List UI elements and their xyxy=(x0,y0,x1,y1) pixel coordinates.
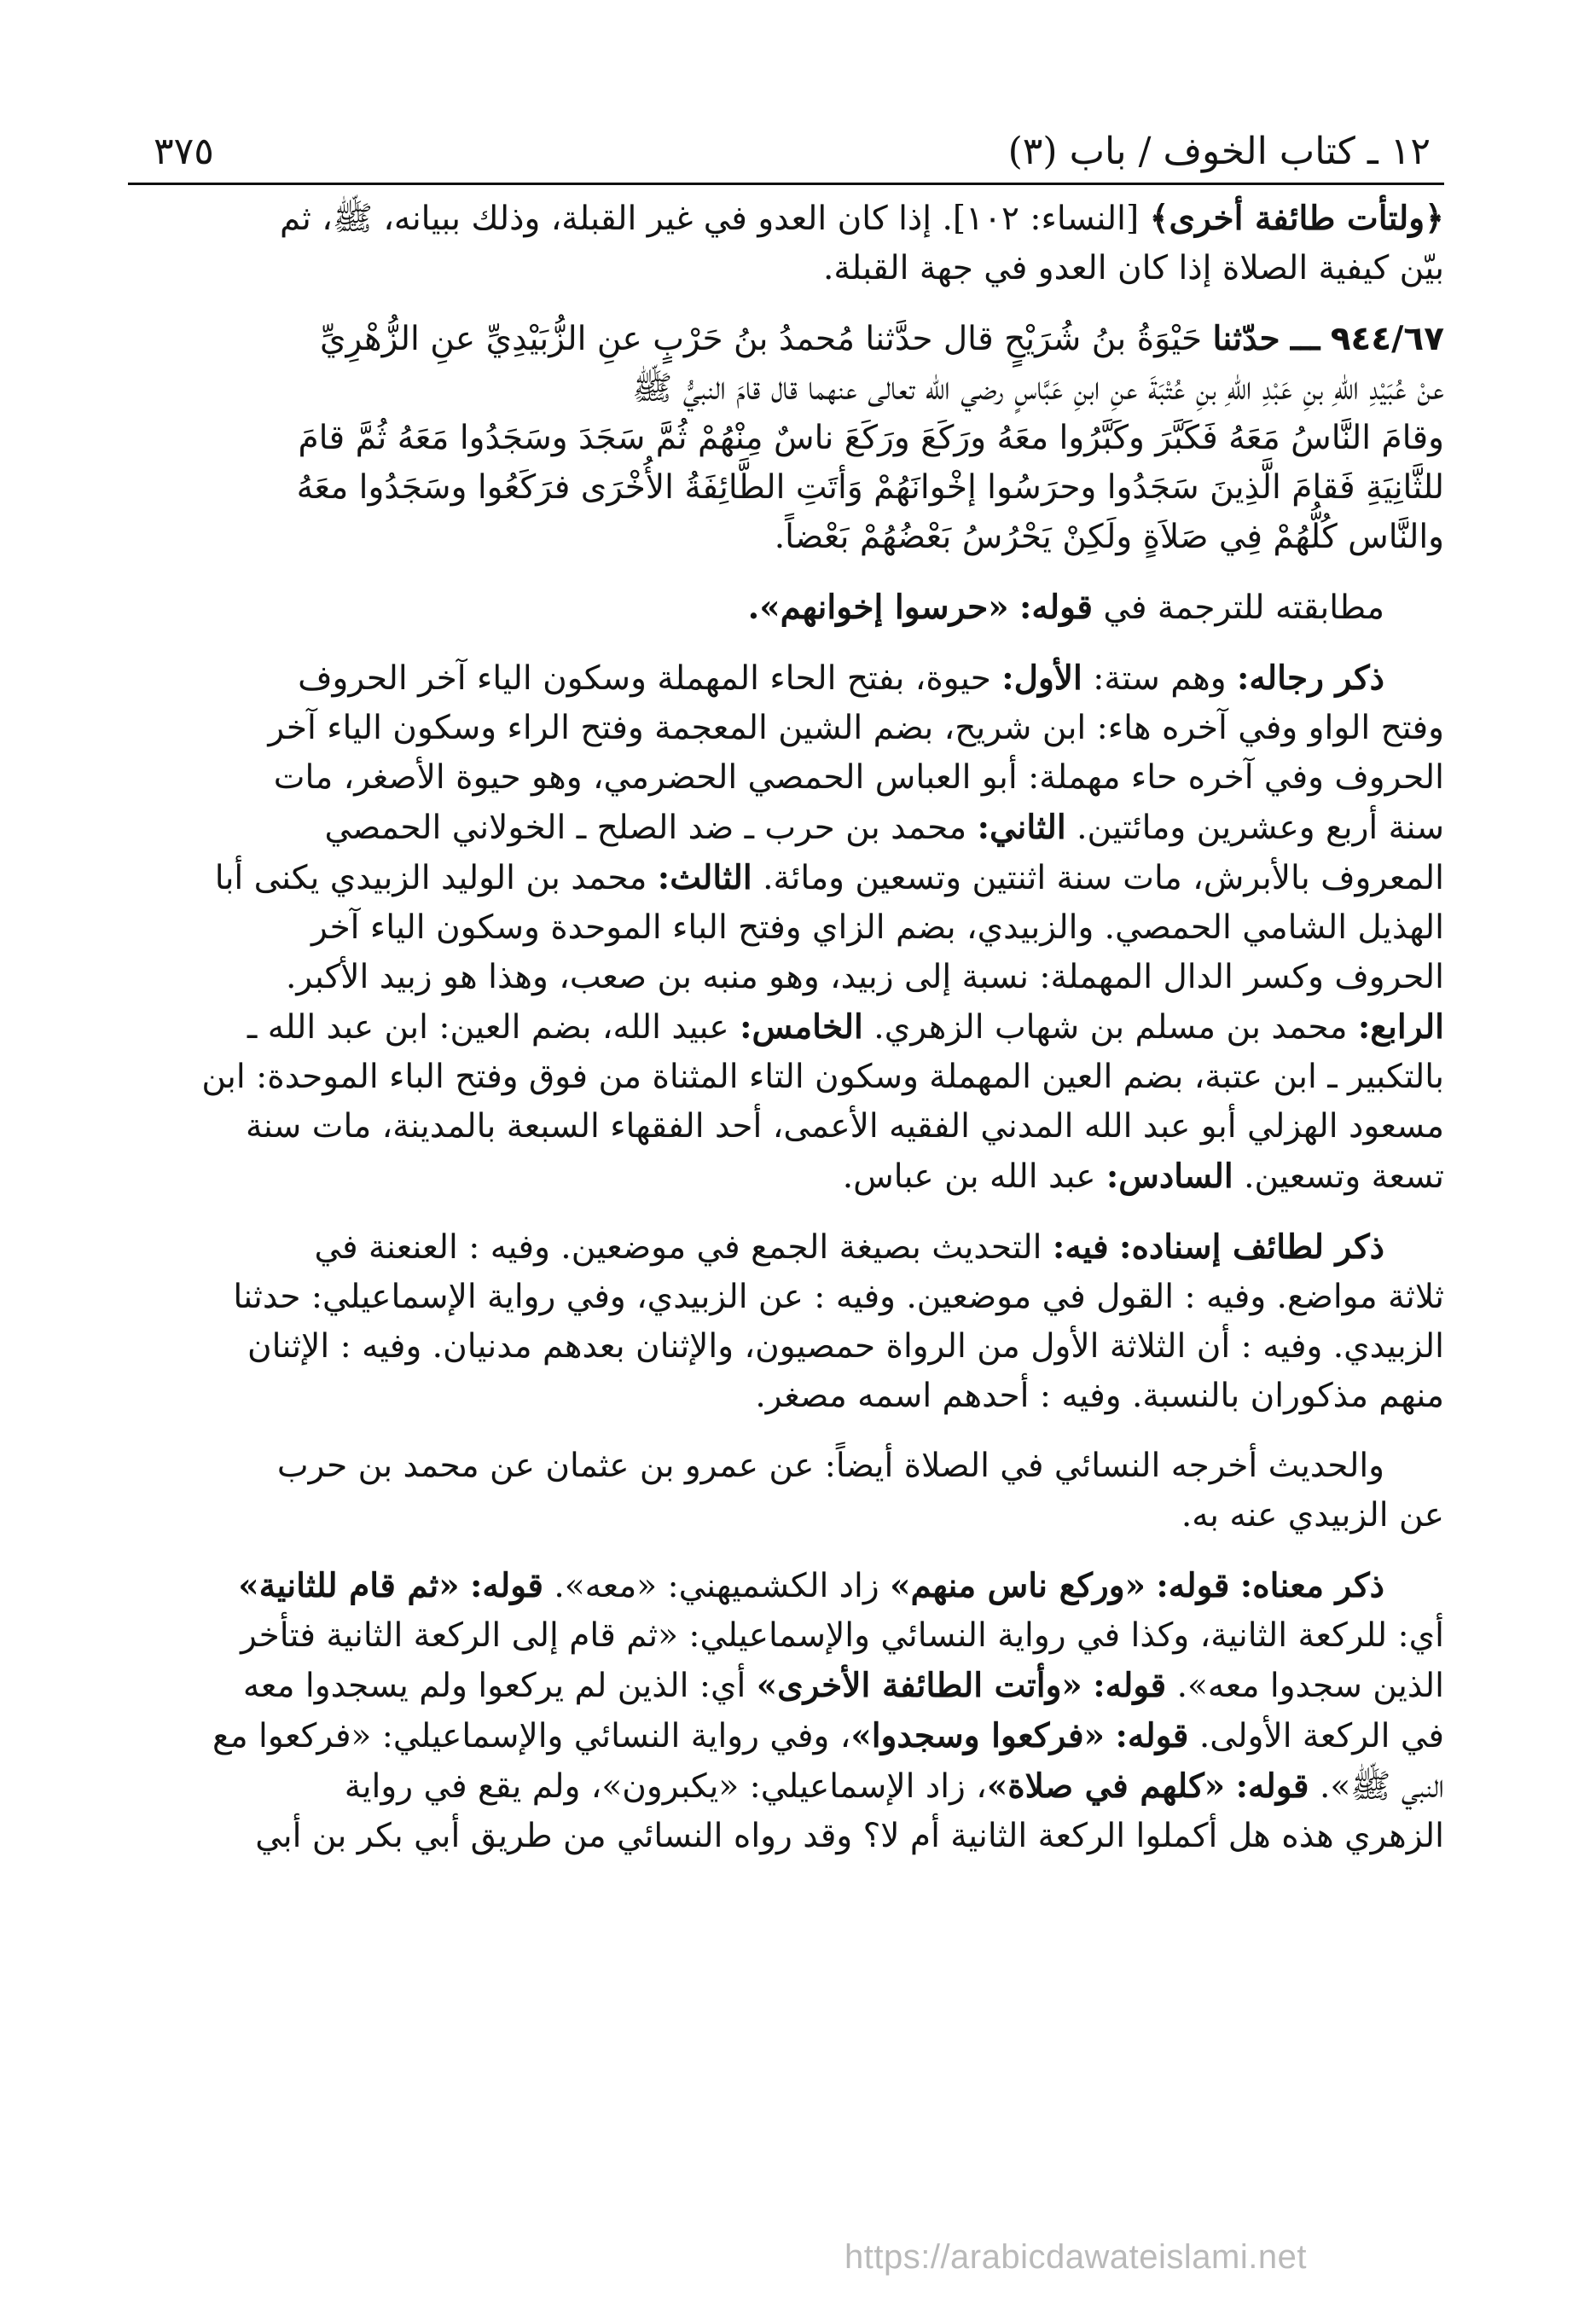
men-line: الهذيل الشامي الحمصي. والزبيدي، بضم الزاي وفتح الباء الموحدة وسكون الياء آخر xyxy=(311,908,1444,947)
men-line: مسعود الهزلي أبو عبد الله المدني الفقيه الأعمى، أحد الفقهاء السبعة بالمدينة، مات سنة xyxy=(246,1107,1444,1146)
hadith-lead: حدّثنا xyxy=(1212,319,1280,358)
men-line: الرابع: محمد بن مسلم بن شهاب الزهري. الخامس: عبيد الله، بضم العين: ابن عبد الله ـ xyxy=(247,1007,1444,1047)
men-line: الحروف وفي آخره حاء مهملة: أبو العباس الحمصي الحضرمي، وهو حيوة الأصغر، مات xyxy=(273,758,1444,797)
hadith-line: عنْ عُبَيْدِ اللهِ بنِ عَبْدِ اللهِ بنِ عُتْبَةَ عنِ ابنِ عَبَّاسٍ رضي الله تعالى عنهما قال قامَ النبيُّ ﷺ xyxy=(632,369,1444,408)
meaning-line: الذين سجدوا معه». قوله: «وأتت الطائفة الأخرى» أي: الذين لم يركعوا ولم يسجدوا معه xyxy=(242,1666,1444,1705)
watermark-url: https://arabicdawateislami.net xyxy=(844,2238,1307,2276)
meaning-line: في الركعة الأولى. قوله: «فركعوا وسجدوا»، وفي رواية النسائي والإسماعيلي: «فركعوا مع xyxy=(212,1716,1444,1755)
men-line: تسعة وتسعين. السادس: عبد الله بن عباس. xyxy=(842,1157,1444,1196)
subtleties-line: الزبيدي. وفيه : أن الثلاثة الأول من الرواة حمصيون، والإثنان بعدهم مدنيان. وفيه : الإثنان xyxy=(247,1327,1444,1366)
men-line: المعروف بالأبرش، مات سنة اثنتين وتسعين ومائة. الثالث: محمد بن الوليد الزبيدي يكنى أبا xyxy=(214,858,1444,897)
page-body xyxy=(128,194,1444,1861)
meaning-line: أي: للركعة الثانية، وكذا في رواية النسائي والإسماعيلي: «ثم قام إلى الركعة الثانية فتأخر xyxy=(241,1616,1444,1655)
hadith-line: للثَّانِيَةِ فَقامَ الَّذِينَ سَجَدُوا وحرَسُوا إخْوانَهُمْ وَأتَتِ الطَّائِفَةُ الأُخْرَى فرَكَعُوا وسَجَدُوا معَهُ xyxy=(296,468,1444,507)
intro-line: ﴿ولتأت طائفة أخرى﴾ [النساء: ١٠٢]. إذا كان العدو في غير القبلة، وذلك ببيانه، ﷺ، ثم xyxy=(280,199,1444,238)
section-title: ذكر لطائف إسناده: xyxy=(1119,1227,1384,1267)
subtleties-line: ذكر لطائف إسناده: فيه: التحديث بصيغة الجمع في موضعين. وفيه : العنعنة في xyxy=(314,1227,1384,1267)
header-rule xyxy=(128,183,1444,185)
takhrij-line: والحديث أخرجه النسائي في الصلاة أيضاً: عن عمرو بن عثمان عن محمد بن حرب xyxy=(276,1447,1384,1485)
meaning-line: ذكر معناه: قوله: «وركع ناس منهم» زاد الكشميهني: «معه». قوله: «ثم قام للثانية» xyxy=(238,1566,1384,1605)
hadith-line: والنَّاس كُلُّهُمْ فِي صَلاَةٍ ولَكِنْ يَحْرُسُ بَعْضُهُمْ بَعْضاً. xyxy=(774,518,1444,556)
men-line: وفتح الواو وفي آخره هاء: ابن شريح، بضم الشين المعجمة وفتح الراء وسكون الياء آخر xyxy=(268,709,1444,747)
men-line: سنة أربع وعشرين ومائتين. الثاني: محمد بن حرب ـ ضد الصلح ـ الخولاني الحمصي xyxy=(324,808,1444,847)
subtleties-line: منهم مذكوران بالنسبة. وفيه : أحدهم اسمه مصغر. xyxy=(755,1377,1444,1415)
hadith-line: ٩٤٤/٦٧ ـــ حدّثنا حَيْوَةُ بنُ شُرَيْحٍ قال حدَّثنا مُحمدُ بنُ حَرْبٍ عنِ الزُّبَيْدِيِّ عنِ الزُّهْرِيِّ xyxy=(320,319,1444,358)
page-header xyxy=(128,102,1444,171)
intro-line: بيّن كيفية الصلاة إذا كان العدو في جهة القبلة. xyxy=(822,249,1444,287)
men-line: بالتكبير ـ ابن عتبة، بضم العين المهملة وسكون التاء المثناة من فوق وفتح الباء الموحدة: ابن xyxy=(201,1058,1444,1096)
men-line: ذكر رجاله: وهم ستة: الأول: حيوة، بفتح الحاء المهملة وسكون الياء آخر الحروف xyxy=(298,659,1384,698)
quran-quote: ﴿ولتأت طائفة أخرى﴾ xyxy=(1149,199,1444,238)
chapter-title: ١٢ ـ كتاب الخوف / باب (٣) xyxy=(1007,130,1431,173)
hadith-number: ٩٤٤/٦٧ xyxy=(1330,320,1444,358)
meaning-line: الزهري هذه هل أكملوا الركعة الثانية أم لا؟ وقد رواه النسائي من طريق أبي بكر بن أبي xyxy=(255,1817,1444,1855)
matching-line: مطابقته للترجمة في قوله: «حرسوا إخوانهم». xyxy=(747,588,1384,627)
subtleties-line: ثلاثة مواضع. وفيه : القول في موضعين. وفيه : عن الزبيدي، وفي رواية الإسماعيلي: حدثنا xyxy=(233,1278,1444,1316)
men-line: الحروف وكسر الدال المهملة: نسبة إلى زبيد، وهو منبه بن صعب، وهذا هو زبيد الأكبر. xyxy=(285,958,1444,996)
meaning-line: النبي ﷺ». قوله: «كلهم في صلاة»، زاد الإسماعيلي: «يكبرون»، ولم يقع في رواية xyxy=(344,1767,1444,1806)
takhrij-line: عن الزبيدي عنه به. xyxy=(1181,1496,1444,1535)
hadith-line: وقامَ النَّاسُ مَعَهُ فَكَبَّرَ وكَبَّرُوا معَهُ ورَكَعَ ورَكَعَ ناسٌ مِنْهُمْ ثُمَّ سَجَدَ وسَجَدُوا مَعَهُ ثُمَّ قامَ xyxy=(298,419,1444,457)
section-title: ذكر رجاله: xyxy=(1236,659,1384,698)
section-title: ذكر معناه: xyxy=(1239,1566,1384,1605)
page-number: ٣٧٥ xyxy=(154,130,214,173)
